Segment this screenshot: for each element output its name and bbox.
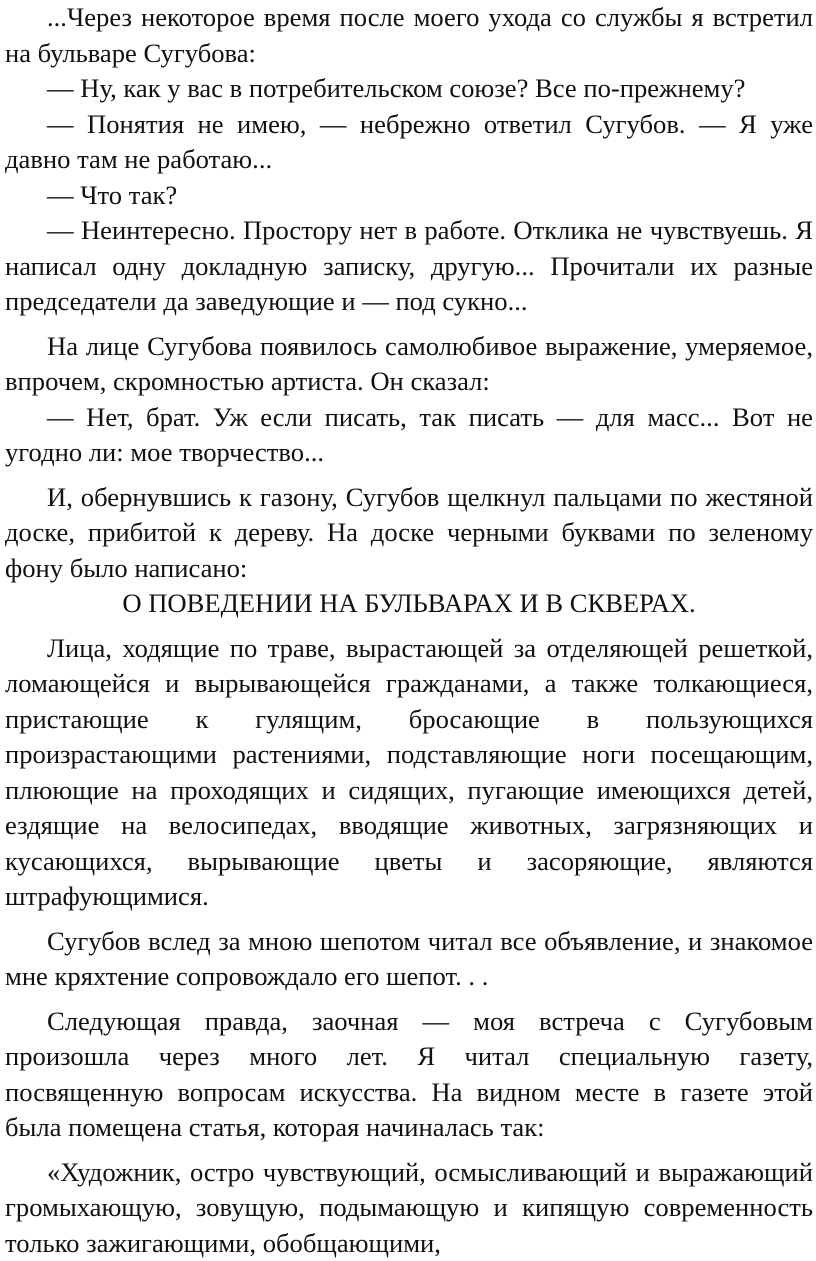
paragraph-why: — Что так?: [5, 178, 813, 214]
paragraph-answer: — Понятия не имею, — небрежно ответил Сугубов. — Я уже давно там не работаю...: [5, 107, 813, 178]
paragraph-for-masses: — Нет, брат. Уж если писать, так писать — для масс... Вот не угодно ли: мое творчество...: [5, 400, 813, 471]
paragraph-whisper: Сугубов вслед за мною шепотом читал все объявление, и знакомое мне кряхтение сопровождало его шепот. . .: [5, 924, 813, 995]
paragraph-intro: ...Через некоторое время после моего ухода со службы я встретил на бульваре Сугубова:: [5, 0, 813, 71]
paragraph-face-expression: На лице Сугубова появилось самолюбивое выражение, умеряемое, впрочем, скромностью артиста. Он сказал:: [5, 329, 813, 400]
paragraph-tin-board: И, обернувшись к газону, Сугубов щелкнул пальцами по жестяной доске, прибитой к дереву. На доске черными буквами по зеленому фону было написано:: [5, 480, 813, 587]
paragraph-article-quote: «Художник, остро чувствующий, осмысливающий и выражающий громыхающую, зовущую, подымающую и кипящую современность только зажигающими, обобщающими,: [5, 1155, 813, 1261]
paragraph-question: — Ну, как у вас в потребительском союзе? Все по-прежнему?: [5, 71, 813, 107]
notice-heading: О ПОВЕДЕНИИ НА БУЛЬВАРАХ И В СКВЕРАХ.: [5, 586, 813, 622]
paragraph-uninteresting: — Неинтересно. Простору нет в работе. Отклика не чувствуешь. Я написал одну докладную записку, другую... Прочитали их разные председатели да заведующие и — под сукно...: [5, 213, 813, 320]
paragraph-next-meeting: Следующая правда, заочная — моя встреча с Сугубовым произошла через много лет. Я читал специальную газету, посвященную вопросам искусства. На видном месте в газете этой была помещена статья, которая начиналась так:: [5, 1004, 813, 1146]
notice-body: Лица, ходящие по траве, вырастающей за отделяющей решеткой, ломающейся и вырывающейся гражданами, а также толкающиеся, пристающие к гулящим, бросающие в пользующихся произрастающими растениями, подставляющие ноги посещающим, плюющие на проходящих и сидящих, пугающие имеющихся детей, ездящие на велосипедах, вводящие животных, загрязняющих и кусающихся, вырывающие цветы и засоряющие, являются штрафующимися.: [5, 631, 813, 915]
